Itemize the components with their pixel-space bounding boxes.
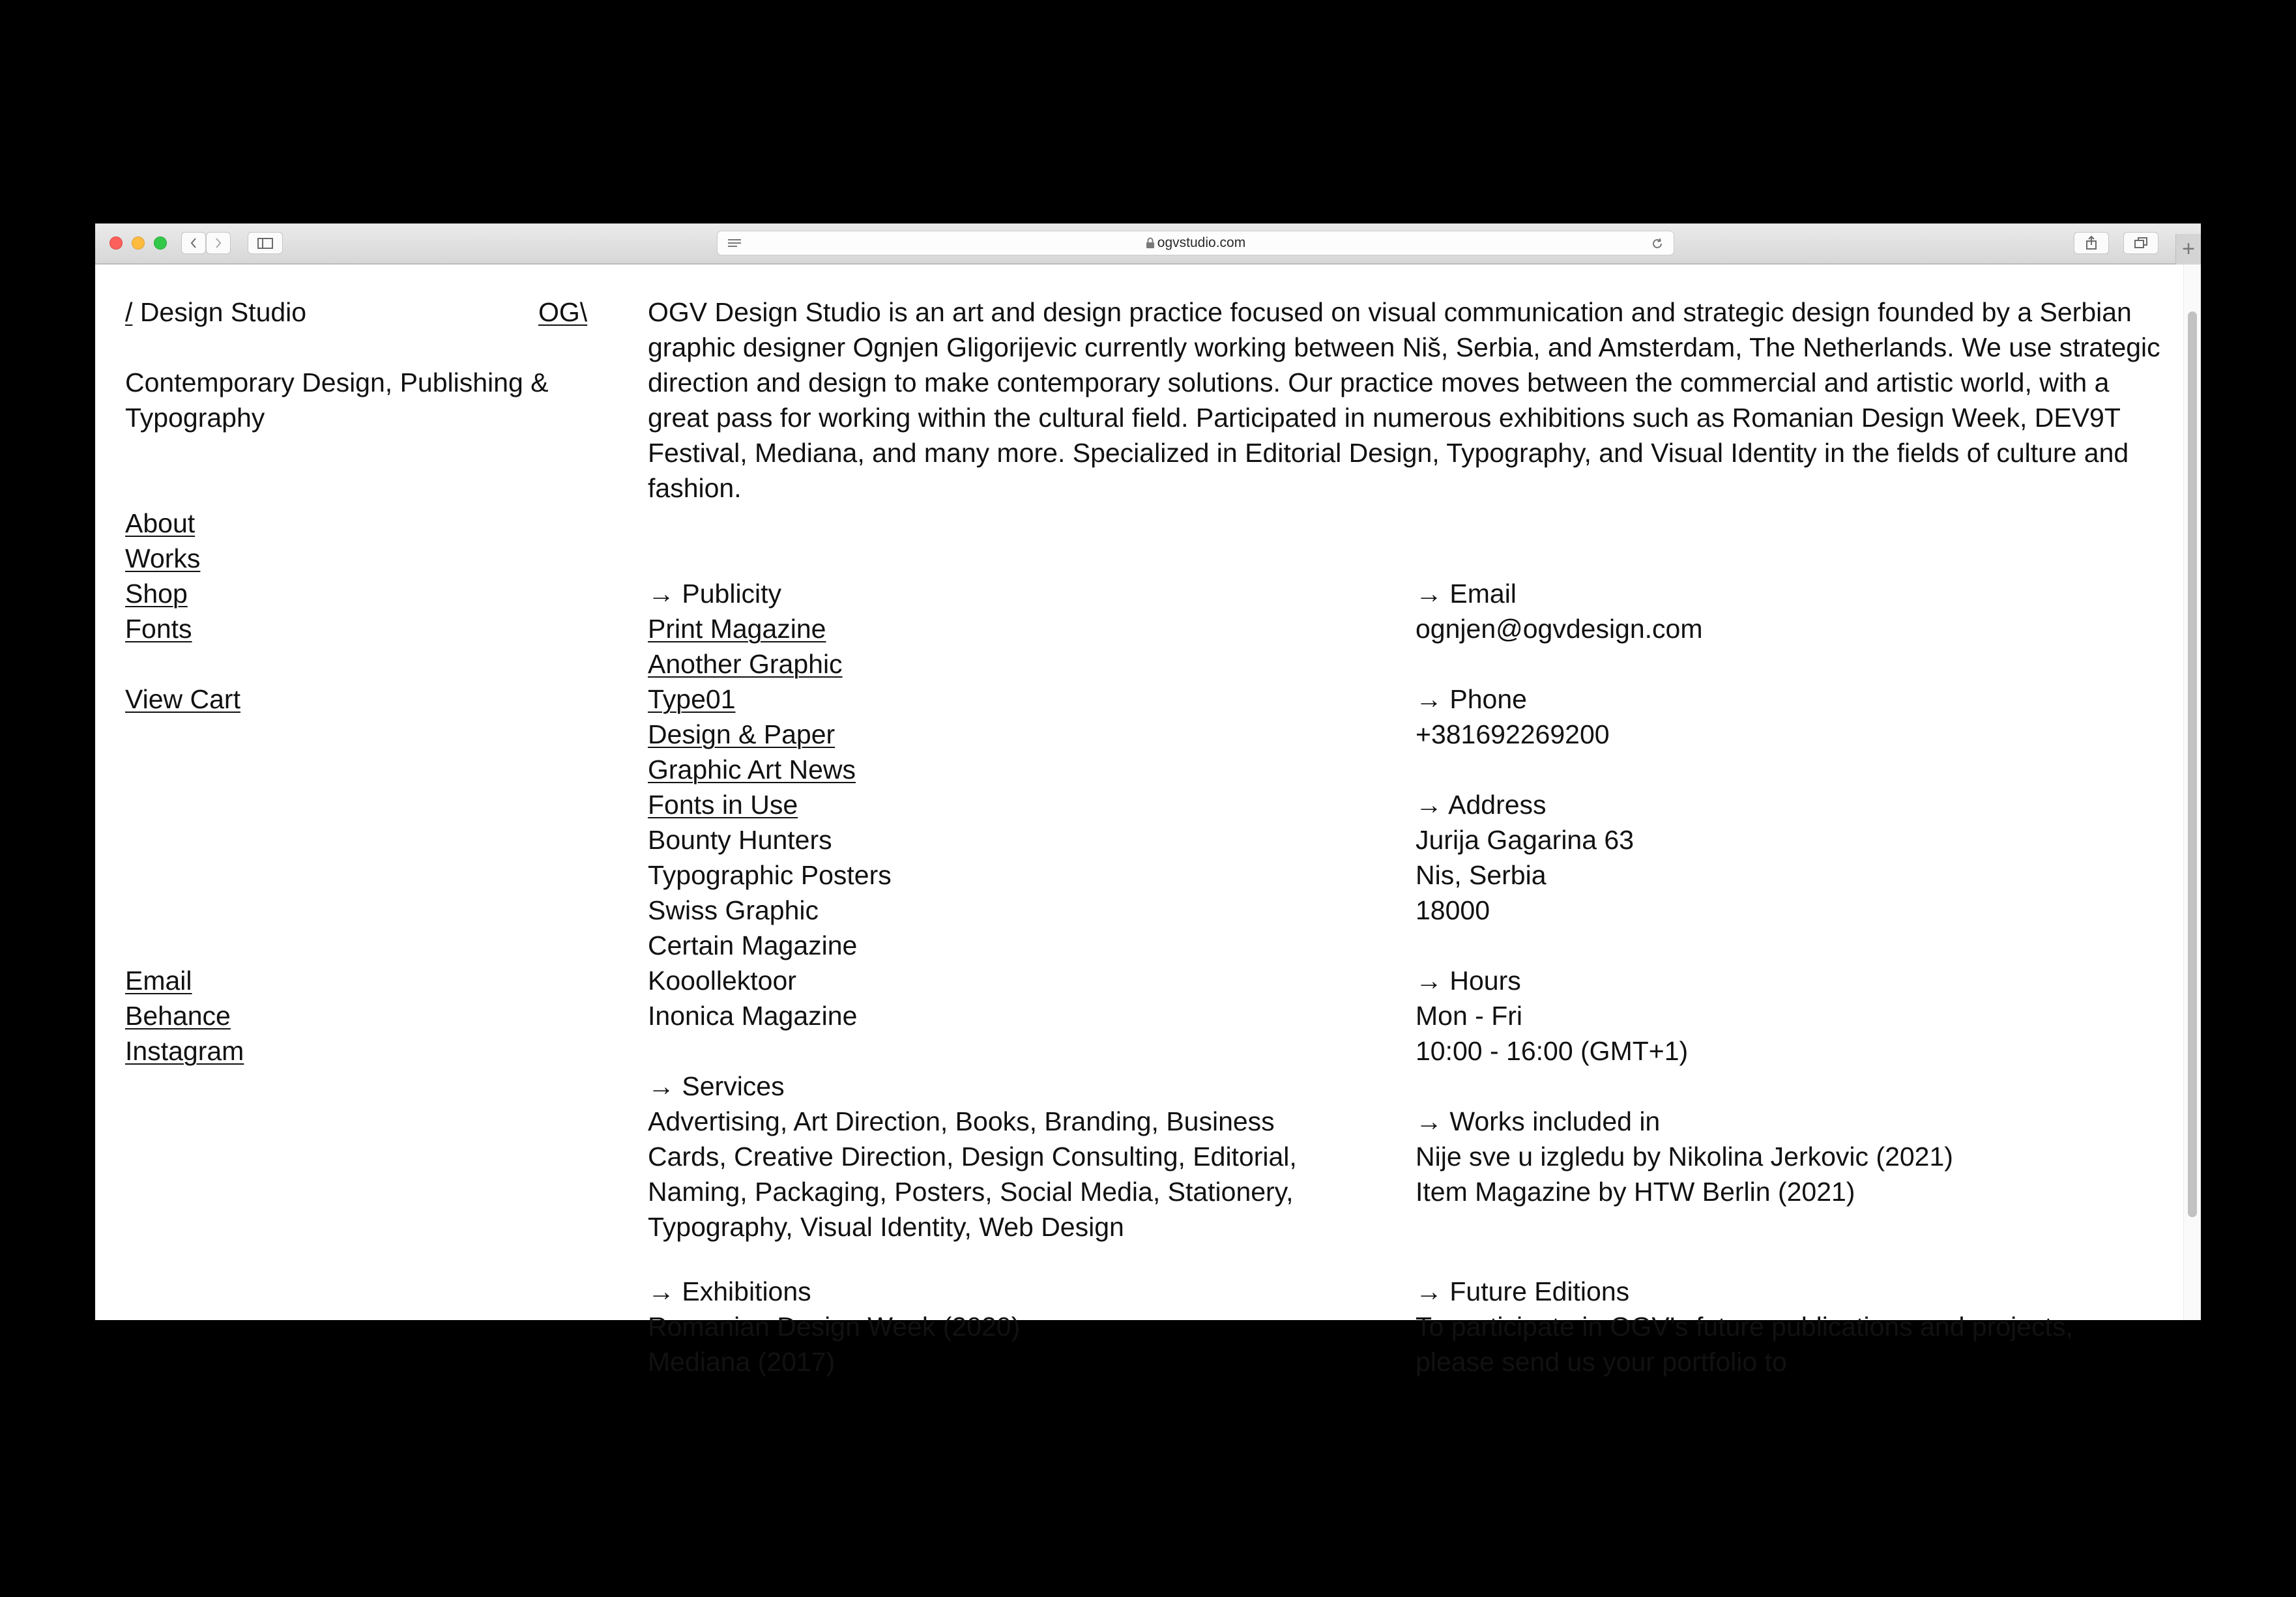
reload-icon[interactable] — [1650, 237, 1664, 251]
publicity-item: Typographic Posters — [648, 860, 892, 890]
url-display — [718, 231, 1674, 255]
address-line: Jurija Gagarina 63 — [1416, 825, 1635, 855]
site-header — [125, 295, 594, 330]
middle-column — [648, 576, 1365, 1379]
nav-works[interactable]: Works — [125, 543, 201, 573]
share-icon — [2084, 233, 2099, 253]
sidebar-toggle-button[interactable] — [248, 232, 283, 254]
plus-icon: + — [2182, 237, 2195, 261]
forward-button[interactable] — [206, 232, 231, 254]
publicity-link[interactable]: Graphic Art News — [648, 755, 856, 784]
site-title: Design Studio — [139, 297, 307, 327]
hours-heading: → Hours — [1416, 966, 1521, 996]
tabs-icon — [2133, 233, 2149, 253]
services-text: Advertising, Art Direction, Books, Branding, Business Cards, Creative Direction, Design Consulting, Editorial, Naming, Packaging, Posters, Social Media, Stationery, Typography, Visual Identity, Web Design — [648, 1106, 1297, 1242]
social-email-link[interactable]: Email — [125, 966, 192, 996]
exhibition-item: Romanian Design Week (2020) — [648, 1312, 1021, 1342]
publicity-item: Swiss Graphic — [648, 895, 819, 925]
publicity-item: Certain Magazine — [648, 930, 858, 960]
future-heading: → Future Editions — [1416, 1276, 1630, 1306]
publicity-item: Inonica Magazine — [648, 1001, 858, 1031]
chevron-right-icon — [214, 233, 223, 253]
browser-window — [95, 223, 2201, 1377]
email-value: ognjen@ogvdesign.com — [1416, 614, 1703, 644]
future-text: To participate in OGV’s future publications and projects, please send us your portfolio to — [1416, 1312, 2073, 1377]
address-heading: → Address — [1416, 790, 1547, 820]
publicity-link[interactable]: Fonts in Use — [648, 790, 798, 820]
back-button[interactable] — [181, 232, 206, 254]
address-line: 18000 — [1416, 895, 1490, 925]
intro-paragraph: OGV Design Studio is an art and design practice focused on visual communication and strategic design founded by a Serbian graphic designer Ognjen Gligorijevic currently working between Niš, Serbia, and Amsterdam, The Netherlands. We use strategic direction and design to make contemporary solutions. Our practice moves between the commercial and artistic world, with a great pass for working within the cultural field. Participated in numerous exhibitions such as Romanian Design Week, DEV9T Festival, Mediana, and many more. Specialized in Editorial Design, Typography, and Visual Identity in the fields of culture and fashion. — [648, 297, 2160, 503]
scrollbar-track[interactable] — [2183, 265, 2201, 1320]
services-heading: → Services — [648, 1071, 785, 1101]
view-cart-link[interactable]: View Cart — [125, 684, 240, 714]
minimize-window-button[interactable] — [132, 237, 145, 250]
close-window-button[interactable] — [109, 237, 123, 250]
address-line: Nis, Serbia — [1416, 860, 1547, 890]
email-heading: → Email — [1416, 579, 1517, 609]
nav-about[interactable]: About — [125, 508, 196, 538]
hours-line: 10:00 - 16:00 (GMT+1) — [1416, 1036, 1689, 1066]
publicity-link[interactable]: Another Graphic — [648, 649, 843, 679]
tabs-overview-button[interactable] — [2123, 232, 2158, 254]
works-line: Item Magazine by HTW Berlin (2021) — [1416, 1177, 1855, 1207]
phone-value: +381692269200 — [1416, 719, 1610, 749]
exhibition-item: Mediana (2017) — [648, 1347, 836, 1377]
social-instagram-link[interactable]: Instagram — [125, 1036, 244, 1066]
publicity-heading: → Publicity — [648, 579, 782, 609]
social-behance-link[interactable]: Behance — [125, 1001, 231, 1031]
page-content — [95, 265, 2201, 1377]
publicity-link[interactable]: Design & Paper — [648, 719, 836, 749]
works-line: Nije sve u izgledu by Nikolina Jerkovic (2021) — [1416, 1142, 1953, 1172]
lock-icon — [1146, 237, 1155, 249]
right-column — [1416, 576, 2152, 1379]
nav-fonts[interactable]: Fonts — [125, 614, 192, 644]
publicity-link[interactable]: Print Magazine — [648, 614, 826, 644]
nav-shop[interactable]: Shop — [125, 579, 188, 609]
publicity-link[interactable]: Type01 — [648, 684, 736, 714]
publicity-item: Kooollektoor — [648, 966, 796, 996]
sidebar-icon — [257, 233, 274, 253]
browser-toolbar — [95, 223, 2201, 265]
phone-heading: → Phone — [1416, 684, 1527, 714]
site-tagline: Contemporary Design, Publishing & Typography — [125, 367, 549, 433]
chevron-left-icon — [189, 233, 198, 253]
share-button[interactable] — [2074, 232, 2109, 254]
scrollbar-thumb[interactable] — [2188, 311, 2197, 1217]
hours-line: Mon - Fri — [1416, 1001, 1522, 1031]
publicity-item: Bounty Hunters — [648, 825, 832, 855]
url-text: ogvstudio.com — [1157, 235, 1246, 250]
home-slash-link[interactable]: / — [125, 297, 133, 327]
logo-og-link[interactable]: OG\ — [538, 297, 588, 327]
address-bar[interactable] — [717, 231, 1674, 255]
new-tab-button[interactable] — [2175, 234, 2201, 265]
exhibitions-heading: → Exhibitions — [648, 1276, 811, 1306]
zoom-window-button[interactable] — [154, 237, 167, 250]
works-heading: → Works included in — [1416, 1106, 1661, 1136]
left-column — [125, 295, 594, 1069]
